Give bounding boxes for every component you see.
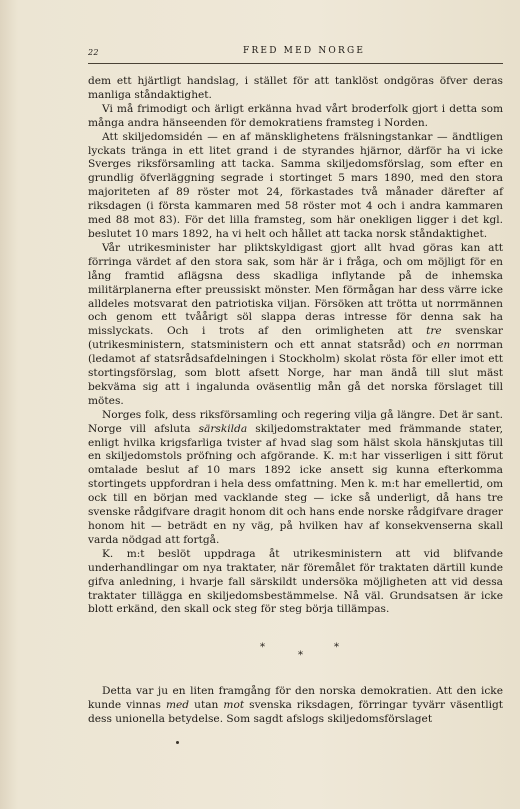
paragraph (88, 103, 503, 131)
text-run: utan (189, 698, 224, 711)
text-run: svenskar (utrikesministern, statsministern och ett annat statsråd) och (88, 325, 503, 352)
paragraph (88, 75, 503, 103)
text-run: K. m:t beslöt uppdraga åt utrikesministern att vid blifvande underhandlingar om nya traktater, när föremålet för traktaten därtill kunde gifva anledning, i hvarje fall särskildt undersöka möjligheten att vid dessa traktater tillägga en skiljedomsbestämmelse. Nå väl. Grundsatsen är icke blott erkänd, den skall ock steg för steg börja tillämpas. (88, 547, 503, 616)
emphasized-text: med (165, 698, 190, 711)
emphasized-text: tre (426, 325, 442, 338)
paragraph (88, 548, 503, 618)
header-rule (88, 63, 503, 64)
text-run: skiljedomstraktater med främmande stater, enligt hvilka krigsfarliga tvister af hvad slag som hälst skola hänskjutas till en skiljedomstols pröfning och afgörande. K. m:t har visserligen i sitt förut omtalade beslut af 10 mars 1892 icke ansett sig kunna efterkomma stortingets uppfordran i hela dess omfattning. Men k. m:t har emellertid, om ock till en början med vacklande steg — icke så underligt, då hans tre svenske rådgifvare dragit honom dit och hans ende norske rådgifvare drager honom hit — beträdt en ny väg, på hvilken hav af konsekvenserna skall varda nödgad att fortgå. (88, 422, 503, 546)
emphasized-text: en (437, 339, 451, 352)
page-number: 22 (88, 48, 99, 57)
paragraph (88, 409, 503, 548)
closing-text (88, 685, 503, 727)
text-run: dem ett hjärtligt handslag, i stället för att tanklöst ondgöras öfver deras manliga ståndaktighet. (88, 75, 503, 101)
asterism-star: * (260, 642, 265, 653)
ink-speck (176, 741, 179, 744)
text-run: Vi må frimodigt och ärligt erkänna hvad vårt broderfolk gjort i detta som många andra hänseenden för demokratiens framsteg i Norden. (88, 102, 503, 129)
text-run: norrman (ledamot af statsrådsafdelningen i Stockholm) skolat rösta för eller imot ett stortingsförslag, som blott afsett Norge, har man ändå till slut mäst bekväma sig att i ingalunda oväsentlig mån gå det norska förslaget till mötes. (88, 339, 503, 407)
section-break-asterisms (88, 640, 503, 664)
text-run: Detta var ju en liten framgång för den norska demokratien. Att den icke kunde vinnas (88, 685, 503, 711)
text-run: Vår utrikesminister har pliktskyldigast gjort allt hvad göras kan att förringa värdet af den stora sak, som här är i fråga, och om möjligt för en lång framtid aflägsna dess skadliga inflytande på de inhemska militärplanerna efter preussiskt mönster. Men förmågan har dess värre icke alldeles motsvarat den patriotiska viljan. Försöken att trötta ut norrmännen och genom ett tvåårigt söl slappa deras intresse för denna sak ha misslyckats. Och i trots af den orimligheten att (88, 241, 503, 338)
text-run: svenska riksdagen, förringar tyvärr väsentligt dess unionella betydelse. Som sagdt afslogs skiljedomsförslaget (88, 698, 504, 725)
emphasized-text: mot (223, 698, 245, 711)
text-run: Att skiljedomsidén — en af mänsklighetens frälsningstankar — ändtligen lyckats tränga in ett litet grand i de styrandes hjärnor, därför ha vi icke Sverges riksförsamling att tacka. Samma skiljedomsförslag, som efter en grundlig öfverläggning segrade i stortinget 5 mars 1890, med den stora majoriteten af 89 röster mot 24, förkastades två månader därefter af riksdagen (i första kammaren med 58 röster mot 4 och i andra kammaren med 88 mot 83). För det lilla framsteg, som här onekligen ligger i det kgl. beslutet 10 mars 1892, ha vi helt och hållet att tacka norsk ståndaktighet. (88, 130, 503, 240)
body-text (88, 75, 503, 617)
asterism-star: * (334, 642, 339, 653)
asterism-star: * (298, 650, 303, 661)
page-header (88, 46, 503, 60)
paragraph (88, 131, 503, 242)
text-run: Norges folk, dess riksförsamling och regering vilja gå längre. Det är sant. Norge vill afsluta (88, 408, 503, 435)
closing-paragraph (88, 685, 503, 727)
paragraph (88, 242, 503, 409)
emphasized-text: särskilda (198, 422, 248, 435)
running-title: FRED MED NORGE (243, 46, 366, 56)
